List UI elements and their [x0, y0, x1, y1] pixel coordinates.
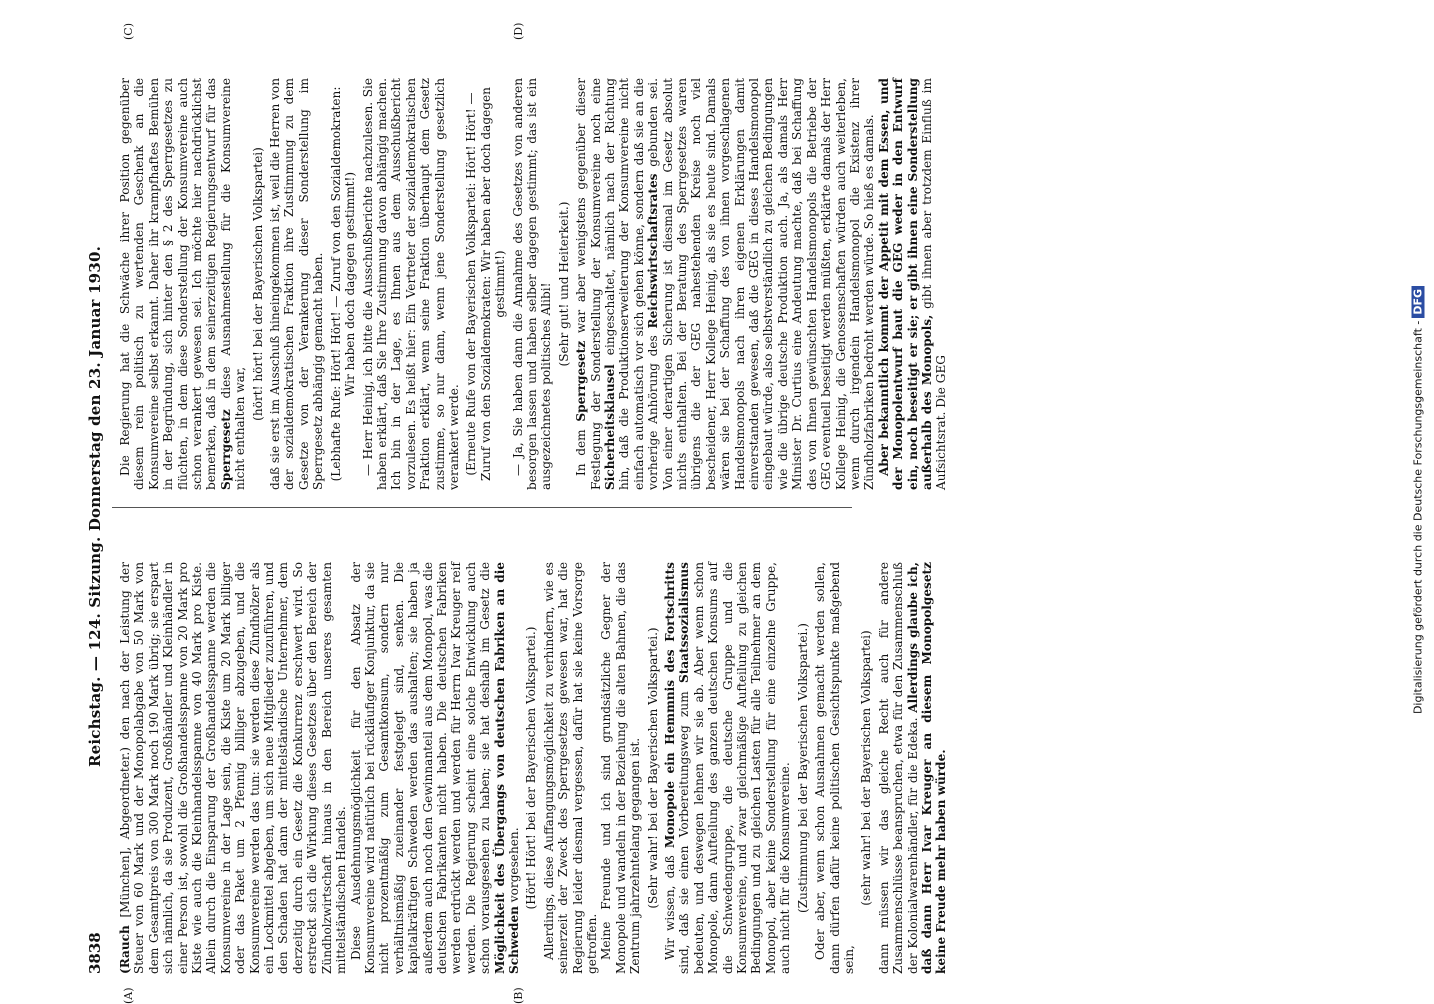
paragraph-text: dann müssen wir das gleiche Recht auch für andere Zusammenschlüsse beanspruchen, etwa für den Zusammenschluß der Kolonialwarenhändler, für die Edeka.	[876, 562, 920, 974]
emphasis-text: Sperrgesetz	[574, 340, 589, 422]
paragraph: — Herr Heinig, ich bitte die Ausschußberichte nachzulesen. Sie haben erklärt, daß Sie Ihre Zustimmung davon abhängig machen. Ich bin in der Lage, es Ihnen aus dem Ausschußbericht vorzulesen. Es heißt hier: Ein Vertreter der sozialdemokratischen Fraktion erklärt, wenn seine Fraktion überhaupt dem Gesetz zustimme, so nur dann, wenn jene Sonderstellung gesetzlich verankert werde.	[360, 78, 461, 490]
paragraph-text: diese Ausnahmestellung für die Konsumvereine nicht enthalten war,	[218, 78, 248, 490]
paragraph: daß sie erst im Ausschuß hineingekommen ist, weil die Herren von der sozialdemokratischen Fraktion ihre Zustimmung zu dem Gesetze von der Verankerung dieser Sonderstellung im Sperrgesetz abhängig gemacht haben.	[268, 78, 326, 490]
paragraph: Allerdings, diese Auffangungsmöglichkeit zu verhindern, wie es seinerzeit der Zweck des Sperrgesetzes gewesen war, hat die Regierung leider diesmal vergessen, dafür hat sie keine Vorsorge getroffen.	[541, 562, 599, 974]
interjection: (Sehr gut! und Heiterkeit.)	[556, 201, 571, 367]
page-header	[86, 39, 112, 974]
page-number: 3838	[86, 932, 104, 974]
interjection: (Sehr wahr! bei der Bayerischen Volkspartei.)	[645, 627, 660, 909]
interjection: (hört! hört! bei der Bayerischen Volkspartei)	[250, 147, 265, 421]
page-title: Reichstag. — 124. Sitzung. Donnerstag den 23. Januar 1930.	[86, 245, 104, 768]
margin-marker-d: (D)	[512, 22, 525, 40]
emphasis-text: Aber bekanntlich kommt der Appetit mit dem Essen, und der Monopolentwurf baut die GEG weder in den Entwurf ein, noch beseitigt er sie; er gibt ihnen eine Sonderstellung außerhalb des Monopols,	[876, 78, 934, 490]
paragraph-text: eingeschaltet, nämlich nach der Richtung hin, daß die Produktionserweiterung der Konsumvereine nicht einfach automatisch vor sich gehen könne, sondern daß sie an die vorherige Anhörung des	[603, 78, 661, 490]
paragraph	[877, 78, 949, 490]
paragraph	[663, 562, 793, 974]
paragraph	[574, 78, 877, 490]
interjection: (Lebhafte Rufe: Hört! Hört! — Zuruf von den Sozialdemokraten: Wir haben doch dagegen gestimmt!)	[328, 86, 358, 482]
paragraph-text: In dem	[574, 429, 589, 476]
interjection: (sehr wahr! bei der Bayerischen Volkspartei)	[859, 630, 874, 906]
paragraph-text: Diese Ausdehnungsmöglichkeit für den Absatz der Konsumvereine wird natürlich bei rückläufiger Konjunktur, da sie nicht prozentmäßig zum Gesamtkonsum, sondern nur verhältnismäßig zueinander festgelegt sind, senken. Die kapitalkräftigen Schweden werden das aushalten; sie haben ja außerdem auch noch den Gewinnanteil aus dem Monopol, was die deutschen Fabrikanten nicht haben. Die deutschen Fabriken werden erdrückt werden und werden für Herrn Ivar Kreuger reif werden. Die Regierung scheint eine solche Entwicklung auch schon vorausgesehen zu haben; sie hat deshalb im Gesetz die	[348, 562, 493, 974]
emphasis-text: Sperrgesetz	[218, 409, 233, 490]
paragraph-text: Die Regierung hat die Schwäche ihrer Position gegenüber diesem rein politisch zu wertenden Geschenk an die Konsumvereine selbst erkannt. Daher ihr krampfhaftes Bemühen in der Begründung, sich hinter den § 2 des Sperrgesetzes zu flüchten, in dem diese Sonderstellung der Konsumvereine auch schon verankert gewesen sei. Ich möchte hier nachdrücklichst bemerken, daß in dem seinerzeitigen Regierungsentwurf für das	[118, 78, 219, 490]
emphasis-text: Möglichkeit des Übergangs von deutschen Fabriken an die Schweden	[492, 562, 521, 974]
interjection: (Erneute Rufe von der Bayerischen Volkspartei: Hört! Hört! — Zuruf von den Sozialdemokraten: Wir haben aber doch dagegen gestimmt!)	[464, 87, 508, 481]
paragraph: — Ja, Sie haben dann die Annahme des Gesetzes von anderen besorgen lassen und haben selber dagegen gestimmt; das ist ein ausgezeichnetes politisches Alibi!	[510, 78, 554, 490]
paragraph-text: war aber wenigstens gegenüber dieser Festlegung der Sonderstellung der Konsumvereine noch eine	[574, 77, 603, 490]
paragraph-text: sind, daß sie einen Vorbereitungsweg zum	[677, 691, 692, 974]
paragraph: Meine Freunde und ich sind grundsätzliche Gegner der Monopole und wandeln in der Beziehung die alten Bahnen, die das Zentrum jahrzehntelang gegangen ist.	[599, 562, 643, 974]
emphasis-text: Reichswirtschaftsrates	[646, 173, 661, 329]
emphasis-text: Allerdings glaube ich, daß dann Herr Ivar Kreuger an diesem Monopolgesetz keine Freude mehr haben würde.	[905, 562, 949, 974]
paragraph-text: gebunden sei. Von einer derartigen Sicherung ist diesmal im Gesetz absolut nichts enthalten. Bei der Beratung des Sperrgesetzes waren übrigens die der GEG nahestehenden Kreise noch viel bescheidener, Herr Kollege Heinig, als sie es heute sind. Damals wären sie bei der Schaffung des von ihnen vorgeschlagenen Handelsmonopols nach ihren eigenen Erklärungen damit einverstanden gewesen, daß die GEG in dieses Handelsmonopol eingebaut würde, also selbstverständlich zu gleichen Bedingungen wie die übrige deutsche Produktion auch. Ja, als damals Herr Minister Dr. Curtius eine Andeutung machte, daß bei Schaffung des von Ihnen gewünschten Handelsmonopols die Betriebe der GEG eventuell beseitigt werden müßten, erklärte damals der Herr Kollege Heinig, die Genossenschaften würden auch weiterleben, wenn durch irgendein Handelsmonopol die Existenz ihrer Zündholzfabriken bedroht werden würde. So hieß es damals.	[646, 77, 877, 490]
interjection: (Hört! Hört! bei der Bayerischen Volkspartei.)	[524, 626, 539, 910]
margin-marker-a: (A)	[122, 987, 135, 1004]
digitization-credit	[1412, 250, 1425, 750]
margin-marker-b: (B)	[512, 987, 525, 1004]
rotated-page	[82, 22, 1322, 1004]
emphasis-text: Staatssozialismus	[677, 562, 692, 683]
credit-text: Digitalisierung gefördert durch die Deutsche Forschungsgemeinschaft -	[1411, 320, 1425, 715]
paragraph-text: Wir wissen, daß	[663, 855, 678, 960]
interjection: (Zustimmung bei der Bayerischen Volkspartei.)	[795, 623, 810, 913]
emphasis-text: Monopole ein Hemmnis des Fortschritts	[663, 562, 678, 849]
paragraph	[877, 562, 949, 974]
paragraph	[118, 78, 248, 490]
paragraph: Oder aber, wenn schon Ausnahmen gemacht werden sollen, dann dürfen dafür keine politischen Gesichtspunkte maßgebend sein,	[813, 562, 856, 974]
paragraph-text: bedeuten, und deswegen lehnen wir sie ab. Aber wenn schon Monopole, dann Aufteilung des ganzen deutschen Konsums auf die Schwedengruppe, die deutsche Gruppe und die Konsumvereine, und zwar gleichmäßige Aufteilung zu gleichen Bedingungen und zu gleichen Lasten für alle Teilnehmer an dem Monopol, aber keine Sonderstellung für eine einzelne Gruppe, auch nicht für die Konsumvereine.	[691, 562, 793, 974]
paragraph-text: [München], Abgeordneter.) den nach der Leistung der Steuer von 60 Mark und der Monopolabgabe von 50 Mark von dem Gesamtpreis von 300 Mark noch 190 Mark übrig; sie erspart sich nämlich, da sie Produzent, Großhändler und Kleinhändler in einer Person ist, sowohl die Großhandelsspanne von 20 Mark pro Kiste wie auch die Kleinhandelsspanne von 40 Mark pro Kiste. Allein durch die Einsparung der Großhandelsspanne werden die Konsumvereine in der Lage sein, die Kiste um 20 Mark billiger oder das Paket um 2 Pfennig billiger abzugeben, und die Konsumvereine werden das tun: sie werden diese Zündhölzer als ein Lockmittel abgeben, um sich neue Mitglieder zuzuführen, und den Schaden hat dann der mittelständische Unternehmer, dem derzeitig durch ein Gesetz die Konkurrenz erschwert wird. So erstreckt sich die Wirkung dieses Gesetzes über den Bereich der Zündholzwirtschaft hinaus in den Bereich unseres gesamten mittelständischen Handels.	[118, 562, 349, 974]
column-divider	[112, 507, 852, 508]
right-column	[118, 77, 949, 490]
emphasis-text: Sicherheitsklausel	[603, 364, 617, 490]
dfg-logo: DFG	[1412, 286, 1425, 318]
paragraph	[118, 562, 349, 974]
paragraph-text: vorgesehen.	[506, 827, 521, 907]
paragraph	[349, 562, 522, 974]
margin-marker-c: (C)	[122, 23, 135, 40]
paragraph-text: gibt ihnen aber trotzdem Einfluß im Aufsichtsrat. Die GEG	[919, 78, 949, 490]
speaker-name: (Rauch	[118, 925, 132, 974]
left-column	[118, 562, 949, 974]
